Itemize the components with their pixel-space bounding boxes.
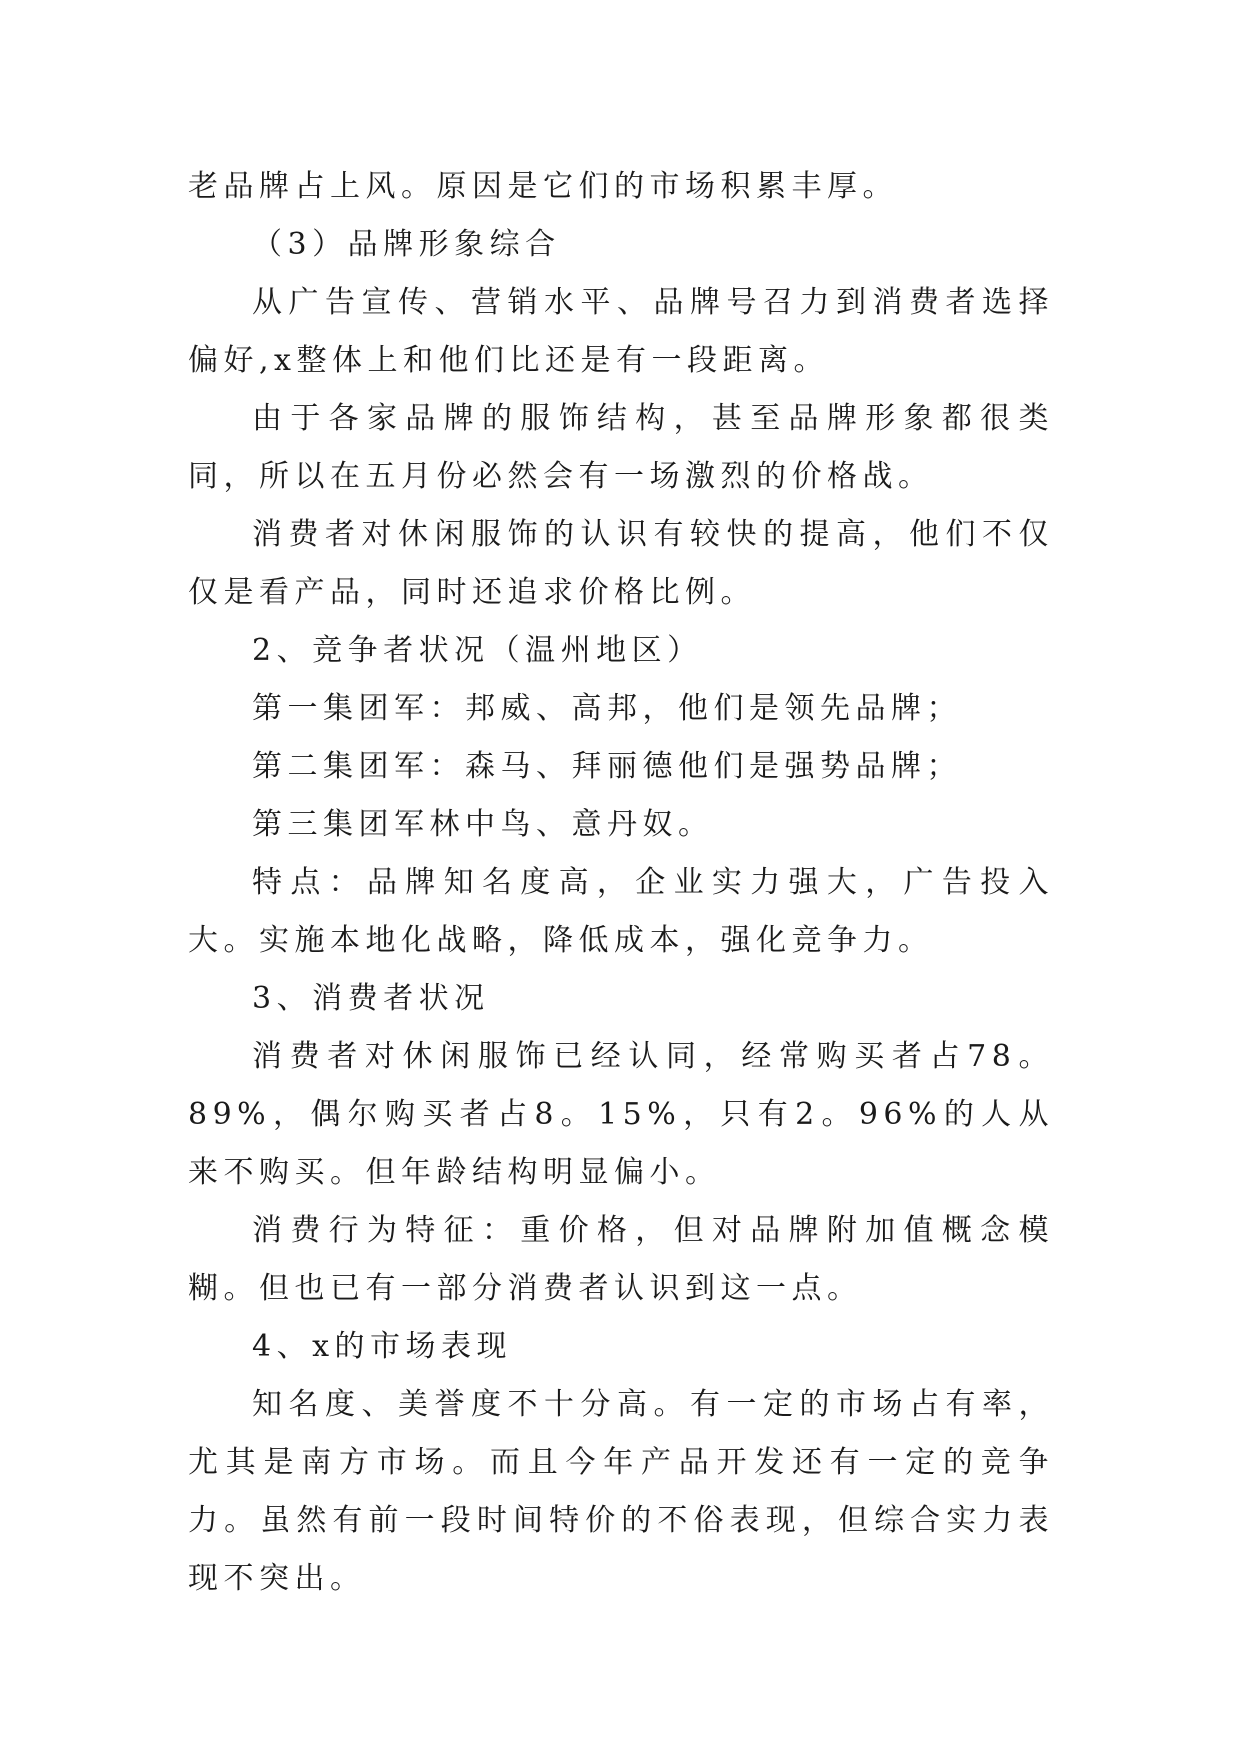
list-item-group-1: 第一集团军：邦威、高邦，他们是领先品牌； xyxy=(252,691,962,726)
list-item-group-3: 第三集团军林中鸟、意丹奴。 xyxy=(252,807,714,842)
paragraph-consumer-behavior: 消费行为特征：重价格，但对品牌附加值概念模糊。但也已有一部分消费者认识到这一点。 xyxy=(188,1213,1054,1306)
paragraph-purchase-stats: 消费者对休闲服饰已经认同，经常购买者占78。89%，偶尔购买者占8。15%，只有2。96%的人从来不购买。但年龄结构明显偏小。 xyxy=(188,1039,1054,1190)
paragraph-features: 特点：品牌知名度高，企业实力强大，广告投入大。实施本地化战略，降低成本，强化竞争力。 xyxy=(188,865,1054,958)
subheading-brand-image: （3）品牌形象综合 xyxy=(252,227,561,262)
paragraph-consumer-awareness: 消费者对休闲服饰的认识有较快的提高，他们不仅仅是看产品，同时还追求价格比例。 xyxy=(188,517,1054,610)
heading-market-performance: 4、x的市场表现 xyxy=(252,1329,513,1364)
list-item-group-2: 第二集团军：森马、拜丽德他们是强势品牌； xyxy=(252,749,962,784)
paragraph-brand-gap: 从广告宣传、营销水平、品牌号召力到消费者选择偏好,x整体上和他们比还是有一段距离。 xyxy=(188,285,1054,378)
heading-consumers: 3、消费者状况 xyxy=(252,981,490,1016)
paragraph-price-war: 由于各家品牌的服饰结构，甚至品牌形象都很类同，所以在五月份必然会有一场激烈的价格战。 xyxy=(188,401,1054,494)
document-body xyxy=(188,158,1054,1608)
paragraph-market-performance: 知名度、美誉度不十分高。有一定的市场占有率，尤其是南方市场。而且今年产品开发还有一定的竞争力。虽然有前一段时间特价的不俗表现，但综合实力表现不突出。 xyxy=(188,1387,1054,1596)
heading-competitors: 2、竞争者状况（温州地区） xyxy=(252,633,703,668)
paragraph-continuation: 老品牌占上风。原因是它们的市场积累丰厚。 xyxy=(188,169,898,204)
